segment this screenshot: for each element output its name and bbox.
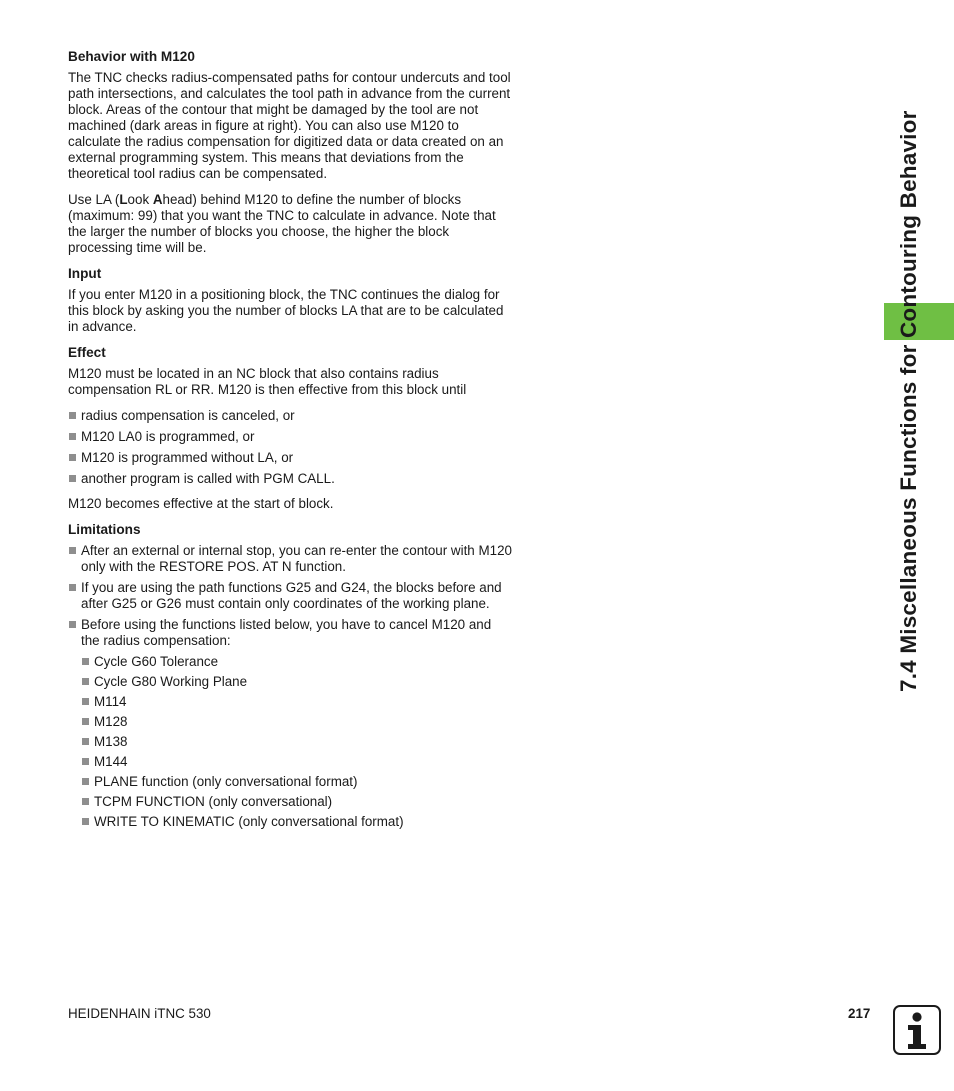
text-span: ook: [127, 192, 153, 207]
list-item: radius compensation is canceled, or: [68, 408, 513, 424]
list-item: After an external or internal stop, you can re-enter the contour with M120 only with the RESTORE POS. AT N function.: [68, 543, 513, 575]
bold-letter-l: L: [119, 192, 128, 207]
list-item: M120 is programmed without LA, or: [68, 450, 513, 466]
heading-effect: Effect: [68, 345, 106, 360]
footer-product-name: HEIDENHAIN iTNC 530: [68, 1006, 211, 1021]
page-content: [68, 49, 513, 839]
sub-list-item: WRITE TO KINEMATIC (only conversational format): [81, 814, 513, 830]
limitations-bullet-list: [68, 543, 513, 830]
sub-list-item: M128: [81, 714, 513, 730]
sub-list-item: Cycle G80 Working Plane: [81, 674, 513, 690]
list-item: If you are using the path functions G25 and G24, the blocks before and after G25 or G26 must contain only coordinates of the working plane.: [68, 580, 513, 612]
sub-list-item: M138: [81, 734, 513, 750]
effect-paragraph-1: M120 must be located in an NC block that also contains radius compensation RL or RR. M120 is then effective from this block until: [68, 366, 467, 397]
effect-bullet-list: [68, 408, 513, 487]
heading-limitations: Limitations: [68, 522, 141, 537]
sidebar-chapter-title: 7.4 Miscellaneous Functions for Contouring Behavior: [896, 110, 921, 692]
info-icon: [893, 1005, 941, 1055]
heading-input: Input: [68, 266, 102, 281]
sub-list-item: M144: [81, 754, 513, 770]
list-item: another program is called with PGM CALL.: [68, 471, 513, 487]
heading-behavior: Behavior with M120: [68, 49, 195, 64]
bold-letter-a: A: [152, 192, 163, 207]
effect-paragraph-2: M120 becomes effective at the start of block.: [68, 496, 334, 511]
list-item-text: Before using the functions listed below, you have to cancel M120 and the radius compensation:: [81, 617, 492, 648]
limitations-sub-list: [81, 654, 513, 830]
sub-list-item: Cycle G60 Tolerance: [81, 654, 513, 670]
text-span: Use LA (: [68, 192, 120, 207]
input-paragraph: If you enter M120 in a positioning block, the TNC continues the dialog for this block by asking you the number of blocks LA that are to be calculated in advance.: [68, 287, 504, 334]
list-item: M120 LA0 is programmed, or: [68, 429, 513, 445]
behavior-paragraph-1: The TNC checks radius-compensated paths for contour undercuts and tool path intersections, and calculates the tool path in advance from the current block. Areas of the contour that might be damaged by the tool are not machined (dark areas in figure at right). You can also use M120 to calculate the radius compensation for digitized data or data created on an external programming system. This means that deviations from the theoretical tool radius can be compensated.: [68, 70, 511, 181]
text-span: head) behind M120 to define the number of blocks (maximum: 99) that you want the TNC to calculate in advance. Note that the larger the number of blocks you choose, the higher the block processing time will be.: [68, 192, 496, 255]
sub-list-item: PLANE function (only conversational format): [81, 774, 513, 790]
behavior-paragraph-2: [68, 192, 513, 256]
sub-list-item: TCPM FUNCTION (only conversational): [81, 794, 513, 810]
sub-list-item: M114: [81, 694, 513, 710]
page-number: 217: [848, 1006, 871, 1021]
list-item: [68, 617, 513, 830]
